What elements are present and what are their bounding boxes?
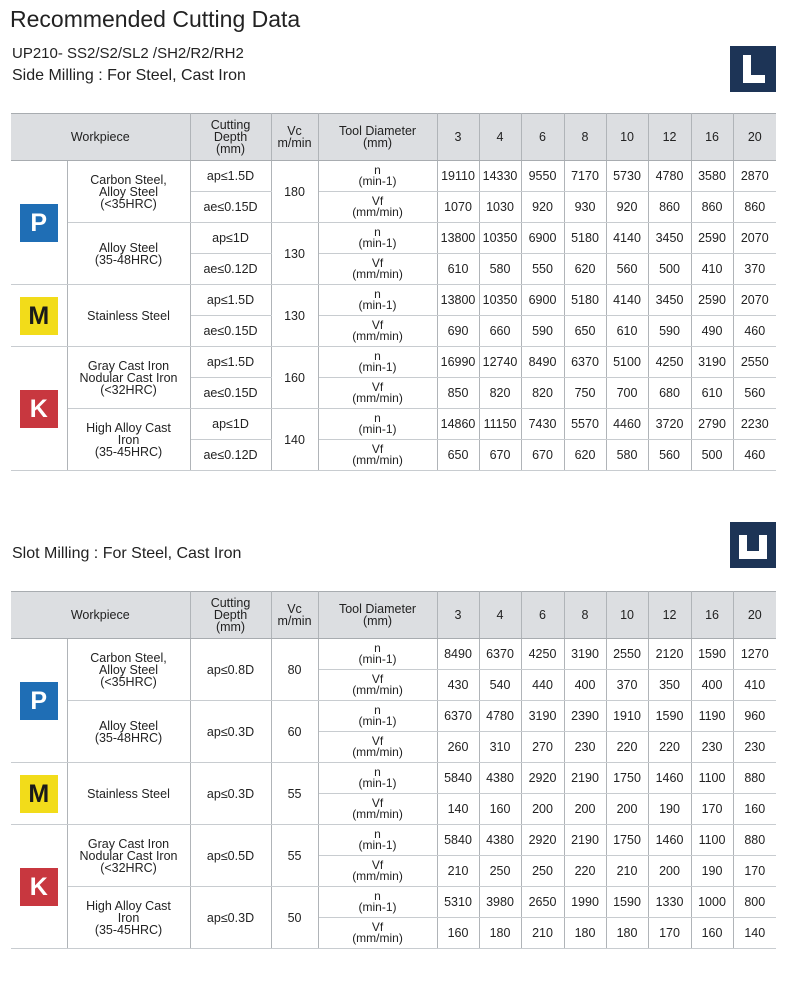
data-value: 4250 [648, 347, 691, 378]
diameter-header: 6 [521, 114, 564, 161]
feed-rate-label: Vf (mm/min) [318, 794, 437, 825]
data-value: 800 [733, 887, 776, 918]
workpiece-header: Workpiece [11, 114, 190, 161]
data-value: 350 [648, 670, 691, 701]
data-value: 3980 [479, 887, 521, 918]
cutting-speed: 60 [271, 701, 318, 763]
model-list: UP210- SS2/S2/SL2 /SH2/R2/RH2 [12, 45, 244, 62]
data-value: 4380 [479, 763, 521, 794]
data-value: 610 [691, 378, 733, 409]
data-value: 500 [648, 254, 691, 285]
data-value: 860 [648, 192, 691, 223]
feed-rate-label: Vf (mm/min) [318, 192, 437, 223]
data-value: 5310 [437, 887, 479, 918]
diameter-header: 4 [479, 592, 521, 639]
data-value: 170 [648, 918, 691, 949]
data-value: 400 [564, 670, 606, 701]
data-value: 2920 [521, 825, 564, 856]
depth-header: Cutting Depth (mm) [190, 114, 271, 161]
workpiece-name: Carbon Steel, Alloy Steel (<35HRC) [67, 639, 190, 701]
feed-rate-label: Vf (mm/min) [318, 254, 437, 285]
data-value: 500 [691, 440, 733, 471]
cutting-depth: ap≤0.8D [190, 639, 271, 701]
data-value: 620 [564, 440, 606, 471]
iso-p-badge: P [20, 682, 58, 720]
workpiece-name: Stainless Steel [67, 763, 190, 825]
data-value: 560 [733, 378, 776, 409]
data-value: 660 [479, 316, 521, 347]
data-value: 410 [733, 670, 776, 701]
data-value: 690 [437, 316, 479, 347]
data-value: 930 [564, 192, 606, 223]
data-value: 920 [521, 192, 564, 223]
data-value: 180 [564, 918, 606, 949]
data-value: 4380 [479, 825, 521, 856]
data-value: 7430 [521, 409, 564, 440]
data-value: 10350 [479, 285, 521, 316]
data-value: 6370 [479, 639, 521, 670]
spindle-speed-label: n (min-1) [318, 639, 437, 670]
cutting-speed: 50 [271, 887, 318, 949]
workpiece-name: High Alloy Cast Iron (35-45HRC) [67, 409, 190, 471]
data-value: 430 [437, 670, 479, 701]
data-value: 700 [606, 378, 648, 409]
workpiece-name: Carbon Steel, Alloy Steel (<35HRC) [67, 161, 190, 223]
data-value: 14330 [479, 161, 521, 192]
data-value: 860 [691, 192, 733, 223]
cutting-depth: ae≤0.15D [190, 378, 271, 409]
diameter-header: 3 [437, 592, 479, 639]
spindle-speed-row [11, 409, 776, 440]
data-value: 210 [437, 856, 479, 887]
data-value: 19110 [437, 161, 479, 192]
data-value: 180 [479, 918, 521, 949]
data-value: 260 [437, 732, 479, 763]
side-milling-icon [730, 46, 776, 92]
data-value: 820 [521, 378, 564, 409]
cutting-depth: ae≤0.12D [190, 440, 271, 471]
data-value: 560 [648, 440, 691, 471]
cutting-speed: 55 [271, 825, 318, 887]
data-value: 5840 [437, 825, 479, 856]
data-value: 200 [648, 856, 691, 887]
data-value: 5100 [606, 347, 648, 378]
depth-header: Cutting Depth (mm) [190, 592, 271, 639]
data-value: 2790 [691, 409, 733, 440]
data-value: 750 [564, 378, 606, 409]
data-value: 400 [691, 670, 733, 701]
data-value: 160 [437, 918, 479, 949]
data-value: 370 [606, 670, 648, 701]
spindle-speed-row [11, 639, 776, 670]
data-value: 4140 [606, 223, 648, 254]
data-value: 8490 [437, 639, 479, 670]
data-value: 2550 [606, 639, 648, 670]
data-value: 160 [733, 794, 776, 825]
data-value: 650 [564, 316, 606, 347]
data-value: 3450 [648, 223, 691, 254]
spindle-speed-label: n (min-1) [318, 285, 437, 316]
data-value: 170 [733, 856, 776, 887]
spindle-speed-row [11, 223, 776, 254]
data-value: 14860 [437, 409, 479, 440]
data-value: 590 [521, 316, 564, 347]
diameter-header: 8 [564, 114, 606, 161]
spindle-speed-label: n (min-1) [318, 763, 437, 794]
feed-rate-label: Vf (mm/min) [318, 918, 437, 949]
diameter-header: 20 [733, 592, 776, 639]
data-value: 610 [606, 316, 648, 347]
spindle-speed-label: n (min-1) [318, 161, 437, 192]
cutting-depth: ae≤0.15D [190, 192, 271, 223]
data-value: 1030 [479, 192, 521, 223]
feed-rate-label: Vf (mm/min) [318, 316, 437, 347]
data-value: 1330 [648, 887, 691, 918]
data-value: 180 [606, 918, 648, 949]
diameter-header: 3 [437, 114, 479, 161]
data-value: 270 [521, 732, 564, 763]
data-value: 11150 [479, 409, 521, 440]
data-value: 1750 [606, 825, 648, 856]
workpiece-name: Gray Cast Iron Nodular Cast Iron (<32HRC) [67, 347, 190, 409]
data-value: 3190 [521, 701, 564, 732]
data-value: 2070 [733, 223, 776, 254]
workpiece-name: High Alloy Cast Iron (35-45HRC) [67, 887, 190, 949]
data-value: 13800 [437, 223, 479, 254]
data-value: 220 [606, 732, 648, 763]
data-value: 490 [691, 316, 733, 347]
data-value: 220 [564, 856, 606, 887]
data-value: 2190 [564, 825, 606, 856]
data-value: 250 [521, 856, 564, 887]
data-value: 5180 [564, 223, 606, 254]
data-value: 2920 [521, 763, 564, 794]
workpiece-name: Stainless Steel [67, 285, 190, 347]
data-value: 8490 [521, 347, 564, 378]
cutting-depth: ap≤0.3D [190, 701, 271, 763]
material-group-cell [11, 825, 67, 949]
data-value: 16990 [437, 347, 479, 378]
tool-diameter-header: Tool Diameter (mm) [318, 592, 437, 639]
spindle-speed-row [11, 763, 776, 794]
iso-m-badge: M [20, 775, 58, 813]
data-value: 2070 [733, 285, 776, 316]
cutting-depth: ap≤0.3D [190, 763, 271, 825]
spindle-speed-row [11, 161, 776, 192]
data-value: 1190 [691, 701, 733, 732]
data-value: 670 [479, 440, 521, 471]
side-milling-table [11, 113, 776, 471]
spindle-speed-label: n (min-1) [318, 223, 437, 254]
material-group-cell [11, 639, 67, 763]
data-value: 1910 [606, 701, 648, 732]
data-value: 160 [691, 918, 733, 949]
data-value: 1100 [691, 763, 733, 794]
diameter-header: 12 [648, 114, 691, 161]
vc-header: Vc m/min [271, 592, 318, 639]
data-value: 1590 [691, 639, 733, 670]
cutting-speed: 180 [271, 161, 318, 223]
cutting-depth: ap≤1.5D [190, 347, 271, 378]
iso-k-badge: K [20, 390, 58, 428]
data-value: 200 [521, 794, 564, 825]
feed-rate-label: Vf (mm/min) [318, 378, 437, 409]
data-value: 9550 [521, 161, 564, 192]
data-value: 4140 [606, 285, 648, 316]
data-value: 2870 [733, 161, 776, 192]
feed-rate-label: Vf (mm/min) [318, 670, 437, 701]
data-value: 650 [437, 440, 479, 471]
cutting-speed: 55 [271, 763, 318, 825]
data-value: 540 [479, 670, 521, 701]
data-value: 2190 [564, 763, 606, 794]
data-value: 190 [648, 794, 691, 825]
material-group-cell [11, 285, 67, 347]
data-value: 4250 [521, 639, 564, 670]
data-value: 2120 [648, 639, 691, 670]
data-value: 3190 [691, 347, 733, 378]
data-value: 3720 [648, 409, 691, 440]
data-value: 370 [733, 254, 776, 285]
material-group-cell [11, 347, 67, 471]
data-value: 580 [479, 254, 521, 285]
vc-header: Vc m/min [271, 114, 318, 161]
data-value: 920 [606, 192, 648, 223]
data-value: 210 [606, 856, 648, 887]
header-row [11, 592, 776, 639]
data-value: 1460 [648, 763, 691, 794]
header-row [11, 114, 776, 161]
data-value: 140 [733, 918, 776, 949]
iso-p-badge: P [20, 204, 58, 242]
cutting-speed: 80 [271, 639, 318, 701]
cutting-depth: ae≤0.12D [190, 254, 271, 285]
data-value: 560 [606, 254, 648, 285]
side-milling-label: Side Milling : For Steel, Cast Iron [12, 67, 246, 84]
data-value: 200 [606, 794, 648, 825]
data-value: 3580 [691, 161, 733, 192]
cutting-speed: 130 [271, 285, 318, 347]
slot-milling-label: Slot Milling : For Steel, Cast Iron [12, 545, 242, 562]
spindle-speed-label: n (min-1) [318, 887, 437, 918]
data-value: 1270 [733, 639, 776, 670]
data-value: 12740 [479, 347, 521, 378]
workpiece-header: Workpiece [11, 592, 190, 639]
data-value: 960 [733, 701, 776, 732]
data-value: 140 [437, 794, 479, 825]
data-value: 4460 [606, 409, 648, 440]
workpiece-name: Alloy Steel (35-48HRC) [67, 701, 190, 763]
feed-rate-label: Vf (mm/min) [318, 440, 437, 471]
diameter-header: 4 [479, 114, 521, 161]
data-value: 230 [564, 732, 606, 763]
diameter-header: 16 [691, 114, 733, 161]
data-value: 5180 [564, 285, 606, 316]
data-value: 880 [733, 763, 776, 794]
data-value: 860 [733, 192, 776, 223]
data-value: 310 [479, 732, 521, 763]
data-value: 2230 [733, 409, 776, 440]
cutting-depth: ap≤1.5D [190, 285, 271, 316]
diameter-header: 6 [521, 592, 564, 639]
data-value: 1000 [691, 887, 733, 918]
material-group-cell [11, 161, 67, 285]
spindle-speed-label: n (min-1) [318, 701, 437, 732]
data-value: 5570 [564, 409, 606, 440]
cutting-depth: ap≤0.5D [190, 825, 271, 887]
spindle-speed-label: n (min-1) [318, 409, 437, 440]
diameter-header: 20 [733, 114, 776, 161]
spindle-speed-row [11, 887, 776, 918]
data-value: 880 [733, 825, 776, 856]
data-value: 550 [521, 254, 564, 285]
spindle-speed-label: n (min-1) [318, 825, 437, 856]
data-value: 460 [733, 316, 776, 347]
cutting-speed: 140 [271, 409, 318, 471]
data-value: 6370 [437, 701, 479, 732]
data-value: 5730 [606, 161, 648, 192]
data-value: 6370 [564, 347, 606, 378]
data-value: 3190 [564, 639, 606, 670]
data-value: 2390 [564, 701, 606, 732]
page-title: Recommended Cutting Data [10, 6, 301, 32]
feed-rate-label: Vf (mm/min) [318, 732, 437, 763]
data-value: 2550 [733, 347, 776, 378]
data-value: 230 [733, 732, 776, 763]
data-value: 200 [564, 794, 606, 825]
data-value: 820 [479, 378, 521, 409]
cutting-depth: ap≤1D [190, 223, 271, 254]
diameter-header: 8 [564, 592, 606, 639]
spindle-speed-row [11, 825, 776, 856]
data-value: 2590 [691, 285, 733, 316]
data-value: 680 [648, 378, 691, 409]
data-value: 1590 [648, 701, 691, 732]
material-group-cell [11, 763, 67, 825]
cutting-depth: ap≤0.3D [190, 887, 271, 949]
data-value: 170 [691, 794, 733, 825]
spindle-speed-label: n (min-1) [318, 347, 437, 378]
data-value: 6900 [521, 285, 564, 316]
data-value: 7170 [564, 161, 606, 192]
data-value: 4780 [648, 161, 691, 192]
spindle-speed-row [11, 347, 776, 378]
data-value: 220 [648, 732, 691, 763]
cutting-speed: 130 [271, 223, 318, 285]
data-value: 1590 [606, 887, 648, 918]
data-value: 250 [479, 856, 521, 887]
data-value: 580 [606, 440, 648, 471]
data-value: 2650 [521, 887, 564, 918]
data-value: 1070 [437, 192, 479, 223]
workpiece-name: Alloy Steel (35-48HRC) [67, 223, 190, 285]
data-value: 410 [691, 254, 733, 285]
slot-milling-icon [730, 522, 776, 568]
slot-milling-table [11, 591, 776, 949]
tool-diameter-header: Tool Diameter (mm) [318, 114, 437, 161]
data-value: 610 [437, 254, 479, 285]
data-value: 4780 [479, 701, 521, 732]
data-value: 1750 [606, 763, 648, 794]
data-value: 10350 [479, 223, 521, 254]
diameter-header: 12 [648, 592, 691, 639]
cutting-depth: ap≤1D [190, 409, 271, 440]
data-value: 160 [479, 794, 521, 825]
data-value: 230 [691, 732, 733, 763]
data-value: 6900 [521, 223, 564, 254]
data-value: 210 [521, 918, 564, 949]
data-value: 13800 [437, 285, 479, 316]
data-value: 1990 [564, 887, 606, 918]
workpiece-name: Gray Cast Iron Nodular Cast Iron (<32HRC) [67, 825, 190, 887]
iso-m-badge: M [20, 297, 58, 335]
data-value: 620 [564, 254, 606, 285]
feed-rate-label: Vf (mm/min) [318, 856, 437, 887]
diameter-header: 10 [606, 114, 648, 161]
data-value: 670 [521, 440, 564, 471]
data-value: 440 [521, 670, 564, 701]
cutting-depth: ap≤1.5D [190, 161, 271, 192]
data-value: 3450 [648, 285, 691, 316]
data-value: 590 [648, 316, 691, 347]
data-value: 190 [691, 856, 733, 887]
iso-k-badge: K [20, 868, 58, 906]
data-value: 2590 [691, 223, 733, 254]
data-value: 1100 [691, 825, 733, 856]
cutting-speed: 160 [271, 347, 318, 409]
diameter-header: 10 [606, 592, 648, 639]
diameter-header: 16 [691, 592, 733, 639]
spindle-speed-row [11, 285, 776, 316]
data-value: 1460 [648, 825, 691, 856]
data-value: 5840 [437, 763, 479, 794]
data-value: 850 [437, 378, 479, 409]
data-value: 460 [733, 440, 776, 471]
spindle-speed-row [11, 701, 776, 732]
cutting-depth: ae≤0.15D [190, 316, 271, 347]
